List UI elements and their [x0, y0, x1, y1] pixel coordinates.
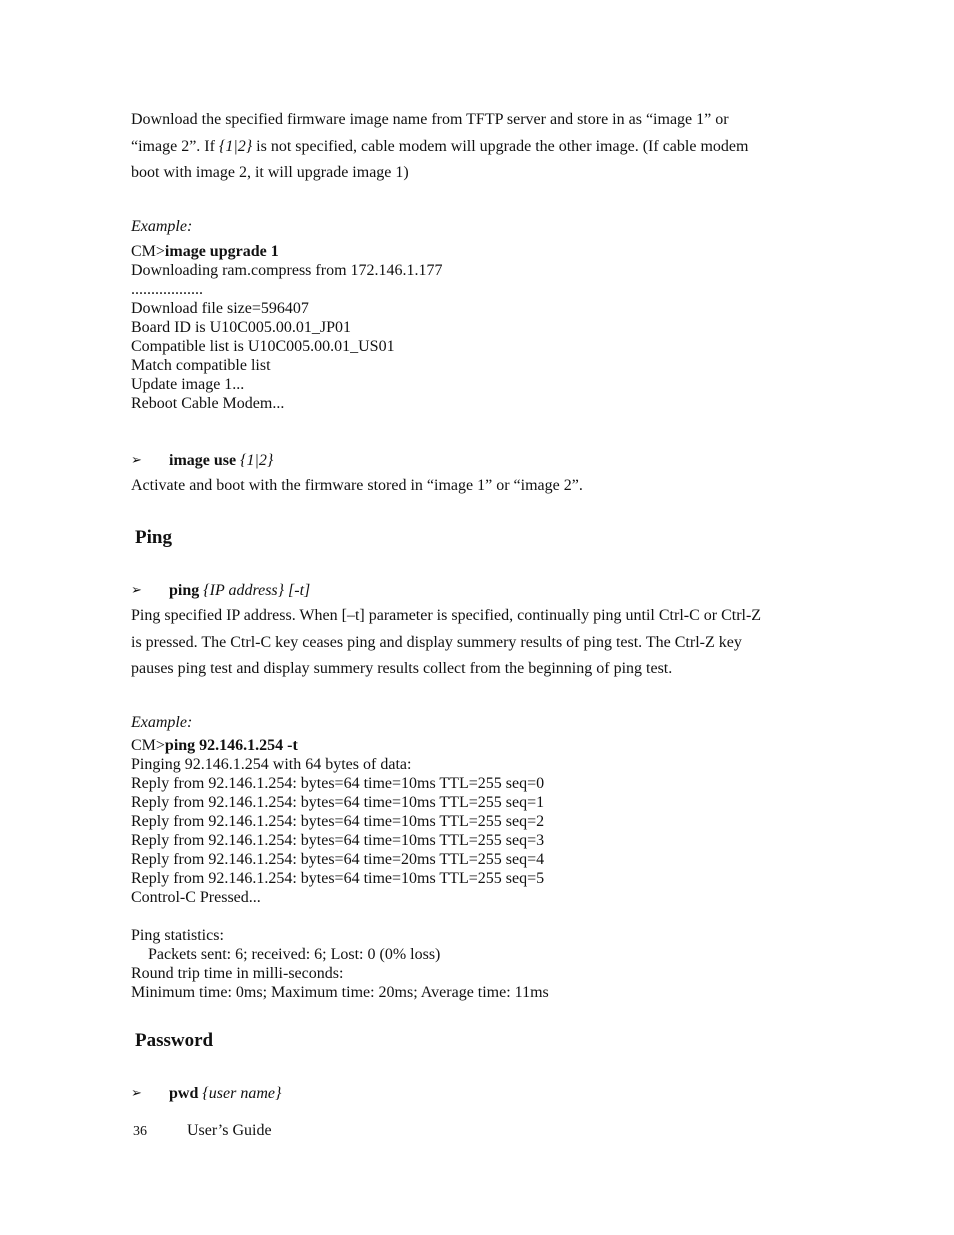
- output-line: Reply from 92.146.1.254: bytes=64 time=20ms TTL=255 seq=4: [131, 850, 545, 868]
- example2-output: [131, 755, 831, 1002]
- ping-desc-line2: is pressed. The Ctrl-C key ceases ping and display summery results of ping test. The Ctrl-Z key: [131, 633, 742, 651]
- output-line: Reply from 92.146.1.254: bytes=64 time=10ms TTL=255 seq=3: [131, 831, 545, 849]
- output-line: Reply from 92.146.1.254: bytes=64 time=10ms TTL=255 seq=0: [131, 774, 545, 792]
- intro-paragraph: [131, 107, 831, 187]
- intro-line2-pre: “image 2”. If: [131, 137, 219, 155]
- pwd-arg: {user name}: [202, 1084, 282, 1102]
- ping-stats-title: Ping statistics:: [131, 926, 224, 944]
- ping-heading: Ping: [135, 527, 172, 548]
- output-line: ..................: [131, 280, 203, 298]
- output-line: Update image 1...: [131, 375, 245, 393]
- output-line: Pinging 92.146.1.254 with 64 bytes of data:: [131, 755, 412, 773]
- ping-command: [131, 579, 831, 603]
- intro-line2-post: is not specified, cable modem will upgrade the other image. (If cable modem: [252, 137, 749, 155]
- arrow-bullet-icon: ➢: [131, 452, 142, 468]
- image-use-description: Activate and boot with the firmware stored in “image 1” or “image 2”.: [131, 476, 583, 494]
- ping-arg: {IP address} [-t]: [203, 582, 311, 599]
- page-footer: [133, 1122, 272, 1140]
- output-line: Reboot Cable Modem...: [131, 394, 285, 412]
- example1-command: image upgrade 1: [164, 242, 279, 260]
- intro-line3: boot with image 2, it will upgrade image 1): [131, 164, 409, 181]
- output-line: Reply from 92.146.1.254: bytes=64 time=10ms TTL=255 seq=5: [131, 869, 545, 887]
- ping-desc-line3: pauses ping test and display summery results collect from the beginning of ping test.: [131, 660, 673, 677]
- output-line: Match compatible list: [131, 356, 271, 374]
- output-line: Downloading ram.compress from 172.146.1.177: [131, 261, 443, 279]
- footer-title: User’s Guide: [187, 1122, 272, 1139]
- example2-label: Example:: [131, 713, 193, 731]
- example2-command-line: [131, 736, 831, 755]
- output-line: Reply from 92.146.1.254: bytes=64 time=10ms TTL=255 seq=1: [131, 793, 545, 811]
- image-use-keyword: image use: [169, 451, 237, 469]
- output-line: Compatible list is U10C005.00.01_US01: [131, 337, 395, 355]
- arrow-bullet-icon: ➢: [131, 1085, 142, 1101]
- output-line: Control-C Pressed...: [131, 888, 261, 906]
- page-number: 36: [133, 1124, 147, 1139]
- ping-stats-packets: Packets sent: 6; received: 6; Lost: 0 (0% loss): [148, 945, 441, 963]
- example2-command: ping 92.146.1.254 -t: [164, 736, 298, 754]
- example1-output: [131, 261, 831, 413]
- ping-stats-times: Minimum time: 0ms; Maximum time: 20ms; Average time: 11ms: [131, 983, 549, 1001]
- image-use-command: [131, 449, 831, 473]
- output-line: Reply from 92.146.1.254: bytes=64 time=10ms TTL=255 seq=2: [131, 812, 545, 830]
- arrow-bullet-icon: ➢: [131, 583, 142, 598]
- output-line: Board ID is U10C005.00.01_JP01: [131, 318, 352, 336]
- example1-command-line: [131, 242, 831, 261]
- image-use-arg: {1|2}: [240, 451, 274, 469]
- intro-line1: Download the specified firmware image name from TFTP server and store in as “image 1” or: [131, 111, 729, 128]
- password-heading: Password: [135, 1029, 214, 1051]
- ping-desc-line1: Ping specified IP address. When [–t] parameter is specified, continually ping until Ctrl-C or Ctrl-Z: [131, 607, 762, 624]
- output-line: Download file size=596407: [131, 299, 309, 317]
- example2-prompt: CM>: [131, 736, 165, 754]
- document-page: [131, 107, 831, 1106]
- example1-label: Example:: [131, 217, 193, 235]
- ping-stats-rtt-title: Round trip time in milli-seconds:: [131, 964, 344, 982]
- ping-description: [131, 603, 831, 683]
- intro-line2-arg: {1|2}: [218, 137, 253, 155]
- example1-prompt: CM>: [131, 242, 165, 260]
- pwd-keyword: pwd: [169, 1084, 199, 1102]
- ping-keyword: ping: [169, 582, 200, 599]
- pwd-command: [131, 1082, 831, 1106]
